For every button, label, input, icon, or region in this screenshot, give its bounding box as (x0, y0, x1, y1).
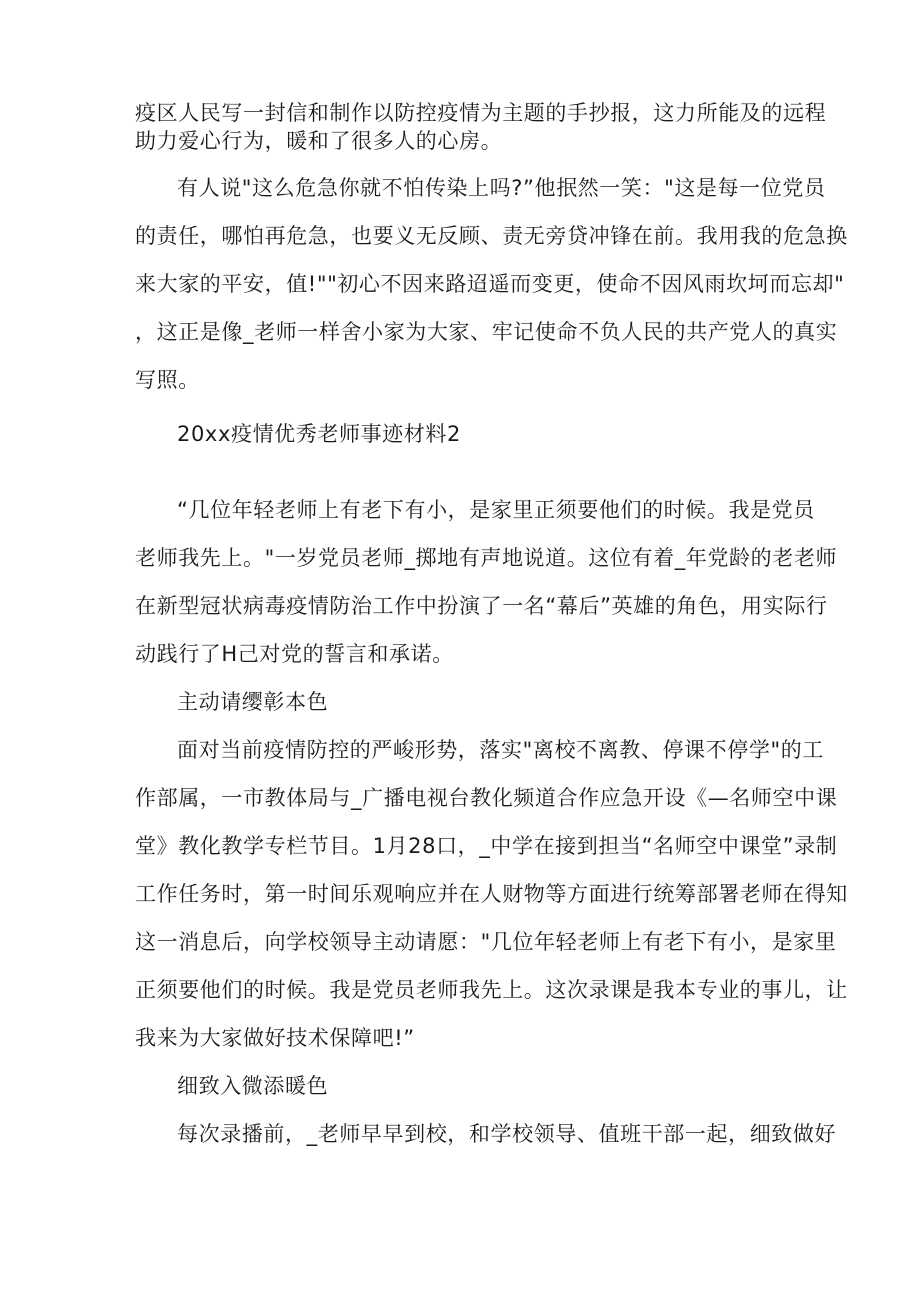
text-line: 正须要他们的时候。我是党员老师我先上。这次录课是我本专业的事儿，让 (135, 978, 848, 1002)
text-line: 动践行了H己对党的誓言和承诺。 (135, 642, 454, 666)
text-line: 我来为大家做好技术保障吧!” (135, 1026, 415, 1050)
text-line: 助力爱心行为，暖和了很多人的心房。 (135, 129, 503, 153)
text-line: “几位年轻老师上有老下有小，是家里正须要他们的时候。我是党员 (177, 498, 815, 522)
text-line: 工作任务时，第一时间乐观响应并在人财物等方面进行统筹部署老师在得知 (135, 882, 848, 906)
text-line: 的责任，哪怕再危急，也要义无反顾、责无旁贷冲锋在前。我用我的危急换 (135, 224, 848, 248)
subheading: 细致入微添暖色 (177, 1074, 329, 1098)
text-line: 写照。 (135, 368, 200, 392)
text-line: 这一消息后，向学校领导主动请愿："几位年轻老师上有老下有小，是家里 (135, 930, 837, 954)
subheading: 主动请缨彰本色 (177, 690, 329, 714)
text-line: 老师我先上。"一岁党员老师_掷地有声地说道。这位有着_年党龄的老老师 (135, 546, 838, 570)
text-line: 来大家的平安，值!""初心不因来路迢遥而变更，使命不因风雨坎坷而忘却" (135, 272, 845, 296)
text-line: 在新型冠状病毒疫情防治工作中扮演了一名“幕后”英雄的角色，用实际行 (135, 594, 828, 618)
text-line: 堂》教化教学专栏节目。1月28口，_中学在接到担当“名师空中课堂”录制 (135, 834, 838, 858)
section-heading: 20xx疫情优秀老师事迹材料2 (177, 422, 461, 446)
text-line: 作部属，一市教体局与_广播电视台教化频道合作应急开设《—名师空中课 (135, 786, 838, 810)
text-line: 有人说"这么危急你就不怕传染上吗?”他抿然一笑："这是每一位党员 (177, 176, 826, 200)
text-line: 面对当前疫情防控的严峻形势，落实"离校不离教、停课不停学"的工 (177, 738, 824, 762)
text-line: ，这正是像_老师一样舍小家为大家、牢记使命不负人民的共产党人的真实 (135, 320, 838, 344)
text-line: 每次录播前，_老师早早到校，和学校领导、值班干部一起，细致做好 (177, 1122, 837, 1146)
text-line: 疫区人民写一封信和制作以防控疫情为主题的手抄报，这力所能及的远程 (135, 101, 827, 125)
